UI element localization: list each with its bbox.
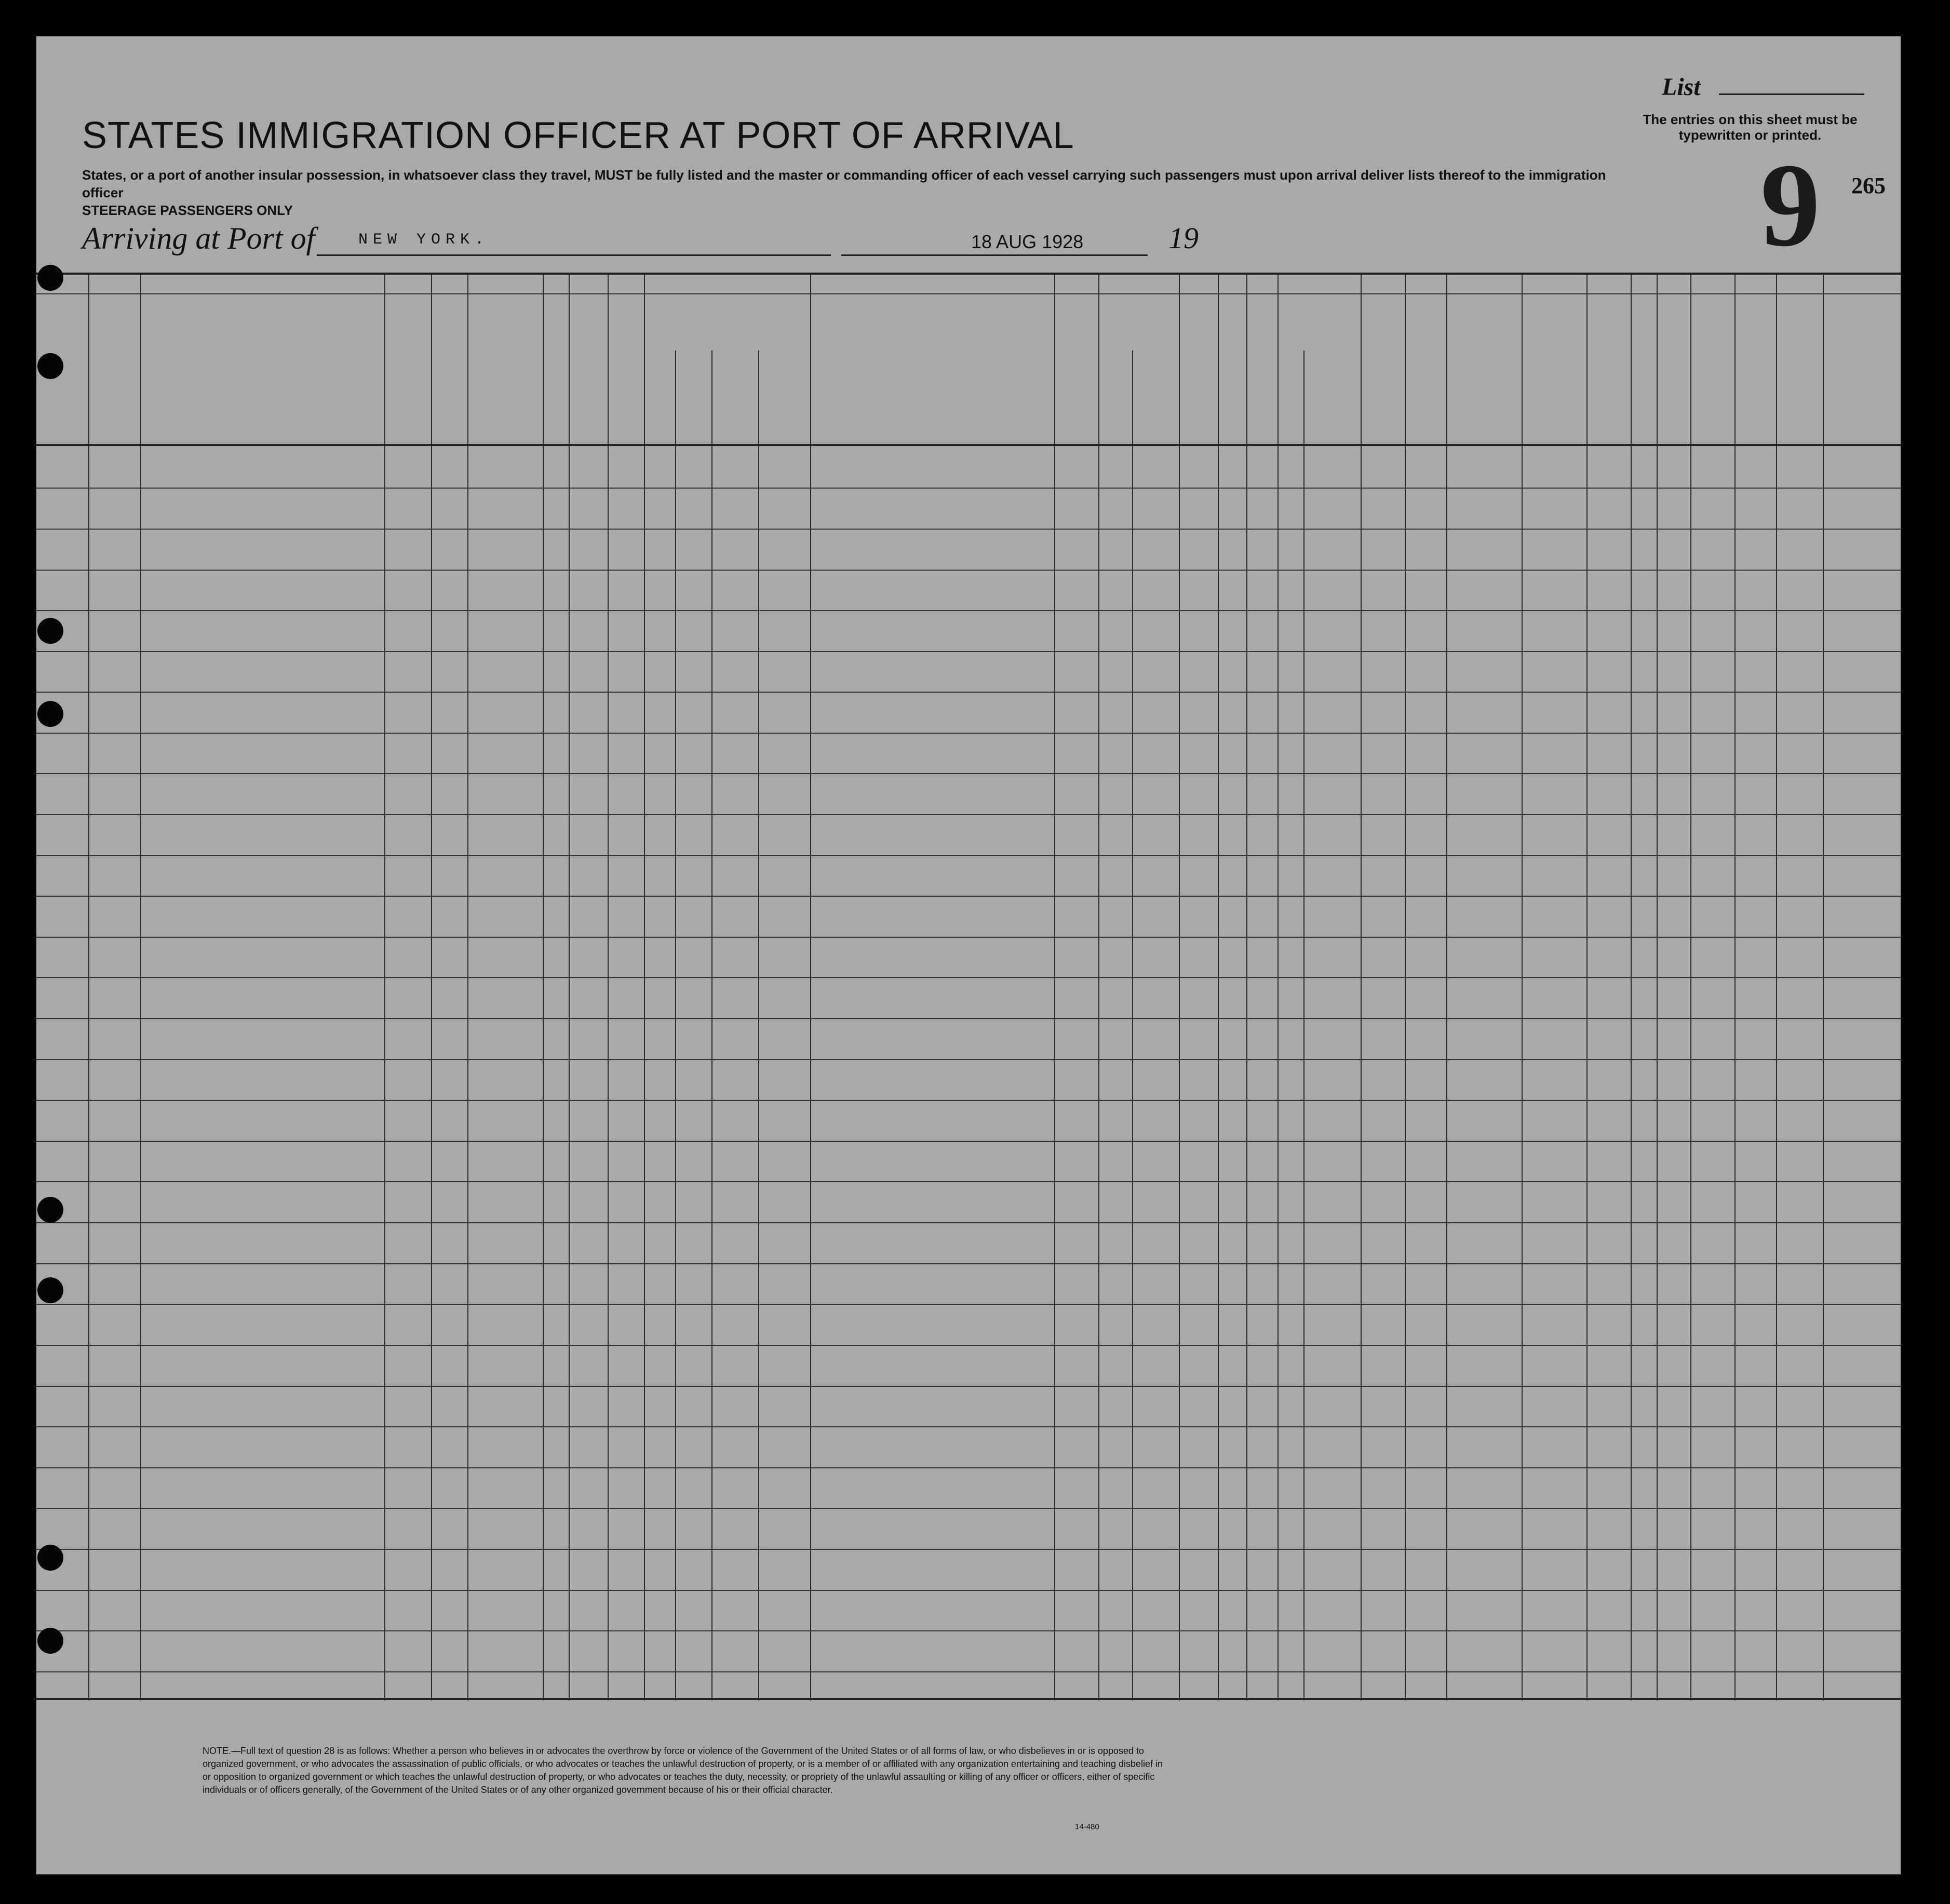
- purpose-length-header: [1135, 335, 1161, 439]
- punch-hole: [37, 701, 63, 727]
- column-rule: [569, 273, 570, 1700]
- row-rule: [36, 855, 1901, 856]
- rules-text: [82, 166, 1640, 219]
- overthrow-header: [1329, 335, 1358, 439]
- column-rule: [1179, 273, 1180, 1700]
- footnote: NOTE.—Full text of question 28 is as follows: Whether a person who believes in or advocates the overthrow by force or violence of the Government of the United States or of all forms of law, or who disbelieves in or is opposed to organized government, or who advocates the assassination of public officials, or who advocates or teaches the unlawful destruction of property, or is a member of or affiliated with any organization entertaining and teaching disbelief in or opposition to organized government or which teaches the unlawful destruction of property, or who advocates or teaches the duty, necessity, or propriety of the unlawful assaulting or killing of any officer or officers, either of specific individuals or of officers generally, of the Government of the United States or of any other organized government because of his or their official character.: [203, 1746, 1163, 1795]
- sheet-number: 265: [1851, 173, 1886, 198]
- row-rule: [36, 1059, 1901, 1060]
- table-top-rule: [36, 273, 1901, 275]
- column-rule: [1303, 350, 1305, 1700]
- column-rule: [384, 273, 385, 1700]
- column-rule: [543, 273, 544, 1700]
- row-rule: [36, 977, 1901, 978]
- column-rule: [1246, 273, 1247, 1700]
- row-rule: [36, 1141, 1901, 1142]
- sheet-big-number: 9: [1760, 139, 1820, 271]
- column-rule: [1446, 273, 1447, 1700]
- column-rule: [1522, 273, 1523, 1700]
- row-rule: [36, 610, 1901, 611]
- typewritten-note: The entries on this sheet must be typewritten or printed.: [1643, 112, 1858, 143]
- date-line: [841, 254, 1148, 256]
- row-rule: [36, 1426, 1901, 1427]
- column-rule: [1218, 273, 1219, 1700]
- punch-hole: [37, 1628, 63, 1654]
- list-number-line: [1719, 93, 1864, 95]
- arriving-label: Arriving at Port of: [82, 221, 315, 255]
- list-label: List: [1662, 73, 1701, 101]
- row-rule: [36, 896, 1901, 897]
- row-rule: [36, 733, 1901, 734]
- column-rule: [1586, 273, 1588, 1700]
- column-rule: [88, 273, 89, 1700]
- punch-hole: [37, 1545, 63, 1571]
- port-value: NEW YORK.: [358, 231, 490, 249]
- page-title: STATES IMMIGRATION OFFICER AT PORT OF ARRIVAL: [82, 115, 1074, 156]
- row-rule: [36, 488, 1901, 489]
- row-rule: [36, 1467, 1901, 1468]
- row-rule: [36, 1181, 1901, 1182]
- punch-hole: [37, 353, 63, 379]
- column-rule: [1405, 273, 1406, 1700]
- column-rule: [608, 273, 609, 1700]
- column-rule: [1361, 273, 1362, 1700]
- row-rule: [36, 1549, 1901, 1550]
- column-rule: [1054, 273, 1055, 1700]
- column-rule: [1631, 273, 1632, 1700]
- row-rule: [36, 1263, 1901, 1264]
- row-rule: [36, 773, 1901, 774]
- column-rule: [1690, 350, 1691, 1700]
- column-rule: [758, 350, 759, 1700]
- date-stamp: 18 AUG 1928: [971, 231, 1084, 252]
- money-header: [647, 335, 673, 439]
- row-rule: [36, 529, 1901, 530]
- row-rule: [36, 1304, 1901, 1305]
- column-rule: [1734, 273, 1736, 1700]
- column-rule: [140, 273, 141, 1700]
- column-rule: [431, 273, 432, 1700]
- passenger-class: STEERAGE PASSENGERS ONLY: [82, 202, 293, 218]
- year-label: 19: [1168, 221, 1199, 255]
- row-rule: [36, 651, 1901, 652]
- port-line: [317, 254, 831, 256]
- row-rule: [36, 1100, 1901, 1101]
- column-rule: [1277, 273, 1279, 1700]
- punch-hole: [37, 1197, 63, 1223]
- form-number: 14-480: [1075, 1822, 1099, 1831]
- column-rule: [711, 350, 712, 1700]
- labor-offer-header: [1363, 335, 1400, 439]
- row-rule: [36, 1630, 1901, 1631]
- column-rule: [810, 273, 811, 1700]
- row-rule: [36, 692, 1901, 693]
- row-rule: [36, 937, 1901, 938]
- row-rule: [36, 1386, 1901, 1387]
- column-rule: [467, 273, 468, 1700]
- table-bottom-rule: [36, 1698, 1901, 1700]
- column-rule: [644, 273, 645, 1700]
- manifest-table: [36, 273, 1901, 1700]
- row-rule: [36, 1018, 1901, 1019]
- column-rule: [1098, 273, 1099, 1700]
- column-rule: [1823, 273, 1824, 1700]
- row-rule: [36, 814, 1901, 815]
- header-bottom-rule: [36, 444, 1901, 446]
- deported-header: [1407, 335, 1444, 439]
- column-rule: [1132, 350, 1133, 1700]
- row-rule: [36, 1671, 1901, 1672]
- row-rule: [36, 1222, 1901, 1223]
- row-rule: [36, 1590, 1901, 1591]
- column-rule: [1776, 350, 1777, 1700]
- purpose-return-header: [1057, 335, 1083, 439]
- manifest-sheet: [36, 36, 1901, 1874]
- column-rule: [1657, 273, 1658, 1700]
- punch-hole: [37, 1277, 63, 1303]
- row-rule: [36, 1508, 1901, 1509]
- row-rule: [36, 570, 1901, 571]
- purpose-citizen-header: [1220, 335, 1244, 439]
- rules-paragraph: States, or a port of another insular possession, in whatsoever class they travel, MUST be fully listed and the master or commanding officer of each vessel carrying such passengers must upon arrival deliver lists thereof to the immigration officer: [82, 167, 1606, 200]
- punch-hole: [37, 618, 63, 644]
- polygamist-header: [1306, 335, 1327, 439]
- prison-header: [1249, 335, 1272, 439]
- ticket-header: [571, 335, 602, 439]
- column-number-rule: [36, 293, 1901, 294]
- column-rule: [675, 350, 676, 1700]
- anarchist-header: [1280, 335, 1301, 439]
- row-rule: [36, 1345, 1901, 1346]
- punch-hole: [37, 265, 63, 291]
